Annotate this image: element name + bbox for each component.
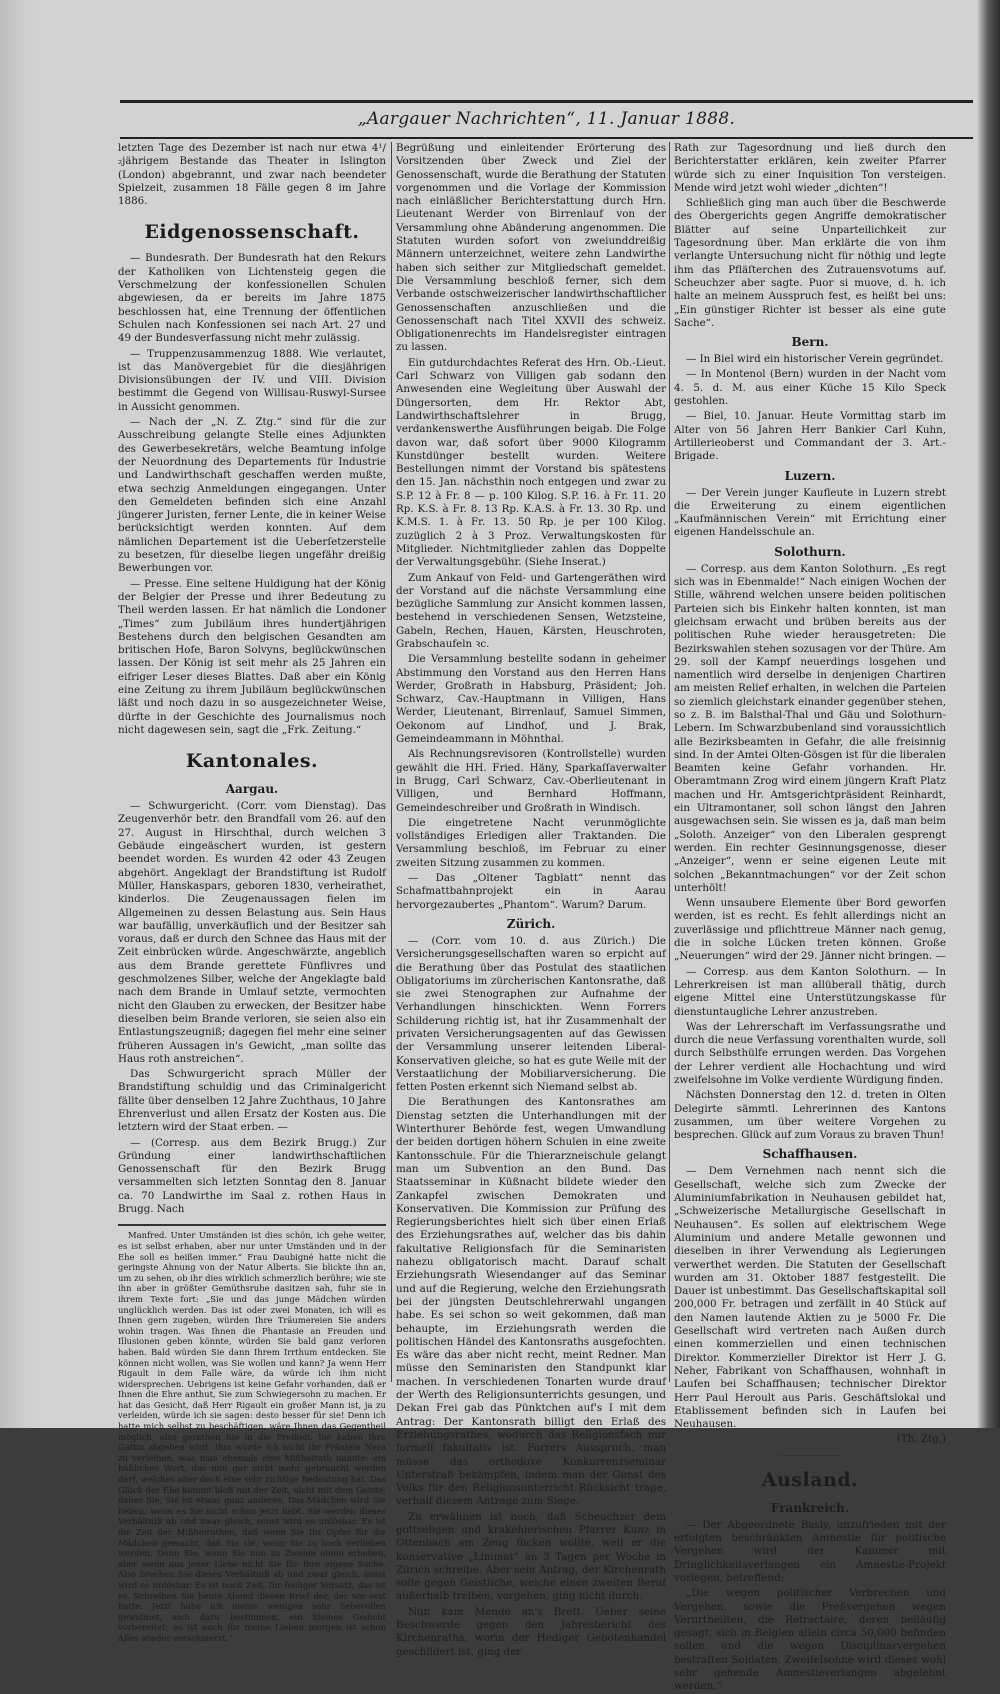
article-versicherung: — (Corr. vom 10. d. aus Zürich.) Die Versicherungsgesellschaften waren so erpicht auf die Berathung über das Postulat des staatlichen Obligatoriums im zürcherischen Kantonsrathe, daß sie zwei Stenographen zur Aufnahme der Verhandlungen hinschickten. Wenn Forrers Schilderung richtig ist, hat ihr Zusammenhalt der privaten Versicherungsagenten auf das Gewissen der Versammlung unserer leitenden Liberal-Konservativen gleiche, so hat es gute Weile mit der Verstaatlichung der Mobiliarversicherung. Die fetten Posten erkennt sich Niemand selbst ab.	[396, 934, 666, 1094]
article-olten-delegirte: Nächsten Donnerstag den 12. d. treten in Olten Delegirte sämmtl. Lehrerinnen des Kantons zusammen, um über weitere Vorgehen zu besprechen. Glück auf zum Voraus zu braven Thun!	[674, 1089, 946, 1142]
article-revisoren: Als Rechnungsrevisoren (Kontrollstelle) wurden gewählt die HH. Fried. Häny, Sparkaſſaverwalter in Brugg, Carl Schwarz, Cav.-Oberlieutenant in Villigen, und Bernhard Hoffmann, Gemeindeschreiber und Großrath in Windisch.	[396, 748, 666, 814]
short-divider	[780, 1455, 840, 1456]
article-pfarrer-kunz: Zu erwähnen ist noch, daß Scheuchzer dem gottseligen und krakehlerischen Pfarrer Kunz in Ottenbach am Zeug flicken wollte, weil er die konservative „Limmat“ an 3 Tagen per Woche in Zürich schreibe. Aber sein Antrag, der Kirchenrath solle gegen Geistliche, welche einen zweiten Beruf außerhalb treiben, vorgehen, ging nicht durch.	[396, 1510, 666, 1603]
section-heading-ausland: Ausland.	[761, 1468, 859, 1491]
article-mende: Nun kam Mende an's Brett. Ueber seine Beschwerde gegen den Jahresbericht des Kirchenraths, worin der Hediger Gebotenhandel geschildert ist, ging der	[396, 1605, 666, 1658]
subheading-schaffhausen: Schaffhausen.	[762, 1147, 858, 1162]
article-solothurn-wahlen: — Corresp. aus dem Kanton Solothurn. „Es regt sich was in Ebenmalde!“ Nach einigen Wochen der Stille, während welchen unsere beiden politischen Parteien sich bis Einkehr halten konnten, ist man gleichsam erwacht und brüben bereits aus der politischen Ruhe wieder herausgetreten: Die Bezirkswahlen stehen sozusagen vor der Thüre. Am 29. soll der Kampf neuerdings losgehen und namentlich wird derselbe in denjenigen Chartiren am meisten Relief erhalten, in welchen die Parteien so ziemlich gleichstark einander gegenüber stehen, so z. B. im Balsthal-Thal und Gäu und Solothurn-Lebern. Im Schwarzbubenland sind voraussichtlich alle Bezirksbeamten in Gefahr, die alle freisinnig sind. In der Amtei Olten-Gösgen ist für die liberalen Beamten keine Gefahr vorhanden. Hr. Oberamtmann Zrog wird einem jüngern Kraft Platz machen und Hr. Amtsgerichtpräsident Reinhardt, ein Ultramontaner, soll schon längst den Jahren ausgewachsen sein. Sie wissen es ja, daß man beim „Soloth. Anzeiger“ von den Liberalen gesprengt werden. Ein rechter Gesinnungsgenosse, dieser „Anzeiger“, wenn er seine eigenen Leute mit solchen „Bekanntmachungen“ vor der Zeit schon unterhölt!	[674, 562, 946, 894]
article-brugg-continued: Begrüßung und einleitender Erörterung des Vorsitzenden über Zweck und Ziel der Genossenschaft, wurde die Berathung der Statuten vorgenommen und die Vorlage der Kommission nach einläßlicher Berichterstattung durch Hrn. Lieutenant Werder von Birrenlauf von der Versammlung ohne Abänderung angenommen. Die Statuten wurden sofort von zweiunddreißig Männern unterzeichnet, weitere zehn Landwirthe haben sich seither zur Mitgliedschaft gemeldet. Die Versammlung beschloß ferner, sich dem Verbande ostschweizerischer landwirthschaftlicher Genossenschaften anzuschließen und die Genossenschaft nach Titel XXVII des schweiz. Obligationenrechts im Handelsregister eintragen zu lassen.	[396, 142, 666, 354]
feuilleton-text: Manfred. Unter Umständen ist dies schön, ich gehe weiter, es ist selbst erhaben, aber nur unter Umständen und in der Ehe soll es heißen immer.“ Frau Daubigné hatte nicht die geringste Ahnung von der Natur Alberts. Sie blickte ihn an, um zu sehen, ob ihr dies wirklich schmerzlich berühre; wie ste ihn aber in größter Gemüthsruhe dasitzen sah, fuhr sie in ihrem Texte fort: „Sie und das junge Mädchen würden unglücklich werden. Das ist oder zwei Monaten, ich will es Ihnen gern zugeben, würden Ihre Träumereien Sie anders wohin tragen. Was Ihnen die Phantasie an Freuden und Illusionen geben könnte, würden Sie bald ganz verloren haben. Bald würden Sie dann Ihrem Irrthum entdecken. Sie können nicht wollen, was Sie wollen und kann? Ja wenn Herr Rigault in dem Falle wäre, da würde ich ihm nicht widersprechen. Uebrigens ist keine Gefahr vorhanden, daß er Ihnen die Ehre anthut, Sie zum Schwiegersohn zu machen. Er hat das Gesicht, daß Herr Rigault ein großer Mann ist, ja zu verleiden, würde ich sie sagen: desto besser für sie! Denn ich hatte mich selbst zu beschäftigen, wäre Ihnen das Gegentheil möglich, also gerathen Sie in die Freiheit. Sie haben Ihre Gattin abgeben wird. Ihm würde ich nicht Ihr Fräulein Nera zu verleihen, was man ehemals eine Mißheirath nannte: ein häßliches Wort, das nun gar nicht mehr gebraucht werden darf, welches aber doch eine sehr richtige Bedeutung hat. Das Glück der Ehe kommt bloß mit der Zeit, nicht mit dem Geiste; daher Sie, Sie ist etwas ganz anderes. Das Mädchen wird Sie lieben, wenn es Sie nicht schon jetzt liebt. Sie werden dieses Verhältniß ab und zwar gleich, sonst wird es unlösbar. Es ist die Zeit der Mißheirathen, daß wenn Sie Ihr Opfer für die Mädchen gemacht, daß Sie sie, wenn Sie zu hoch verlieben werden. Denn Sie, wenn Sie nun zu Zweien einen erheben, aber wenn aus jener Liebe nicht Sie für Ihre eigene Sache. Also brechen Sie dieses Verhältniß ab und zwar gleich, sonst wird es unlösbar. Es ist noch Zeit, Ihr heiliger Vorsatz, das ist es. Schreiben Sie heute Abend diesen Brief der, der wir erst hatte. Jetzt habe ich meine wenigen sehr liebevollen gewidmet, sich dazu bestimmen, ein kleines Gedicht vorbereitet; es ist auch für meine Lieben morgen ist schon Alles wieder verschmerzt.“	[118, 1230, 386, 1643]
article-traktanden: Die eingetretene Nacht verunmöglichte vollständiges Erledigen aller Traktanden. Die Versammlung beschloß, im Februar zu einer zweiten Sitzung zusammen zu kommen.	[396, 816, 666, 869]
article-schwurgericht: — Schwurgericht. (Corr. vom Dienstag). Das Zeugenverhör betr. den Brandfall vom 26. auf den 27. August in Hirschthal, durch welchen 3 Gebäude eingeäschert wurden, ist gestern beendet worden. Es wurden 42 oder 43 Zeugen abgehört. Angeklagt der Brandstiftung ist Rudolf Müller, Hanskaspars, geboren 1830, verheirathet, kinderlos. Die Zeugenaussagen fielen im Allgemeinen zu dessen Belastung aus. Sein Haus war baufällig, unverkäuflich und der Besitzer sah voraus, daß er durch den Schnee das Haus mit der Zeit einbrücken würde. Angeschwärzte, angeblich aus dem Brande gerettete Fünflivres und geschmolzenes Silber, welche der Angeklagte bald nach dem Brande in Umlauf setzte, vermochten nicht den Glauben zu erwecken, der Besitzer habe dieselben beim Brande verloren, sie seien also ein Entlastungszeugniß; dagegen fiel mehr eine seiner früheren Aussagen in's Gewicht, „man sollte das Haus roth anstreichen“.	[118, 800, 386, 1065]
article-solothurn-elemente: Wenn unsaubere Elemente über Bord geworfen werden, ist es recht. Es fehlt allerdings nicht an zuverlässige und pflichttreue Männer nach genug, die in solche Lücken treten können. Große „Neuerungen“ wird der 29. Jänner nicht bringen. —	[674, 897, 946, 963]
article-bundesrath: — Bundesrath. Der Bundesrath hat den Rekurs der Katholiken von Lichtensteig gegen die Verschmelzung der konfessionellen Schulen abgewiesen, da er bereits im Jahre 1875 beschlossen hat, eine Trennung der öffentlichen Schulen nach Konfessionen sei nach Art. 27 und 49 der Bundesverfassung nicht mehr zulässig.	[118, 252, 386, 345]
article-gewerbesekretaer: — Nach der „N. Z. Ztg.“ sind für die zur Ausschreibung gelangte Stelle eines Adjunkten des Gewerbesekretärs, welche Beamtung infolge der Neuordnung des Departements für Industrie und Landwirthschaft geschaffen werden mußte, etwa sechzig Anmeldungen eingegangen. Unter den Gemeldeten befinden sich eine Anzahl jüngerer Juristen, ferner Lente, die in keiner Weise berücksichtigt werden konnten. Auf dem nämlichen Departement ist die Ueberſetzerstelle zu besetzen, für dieselbe liegen ungefähr dreißig Bewerbungen vor.	[118, 416, 386, 575]
subheading-bern: Bern.	[791, 335, 829, 350]
subheading-aargau: Aargau.	[225, 782, 279, 797]
feuilleton-divider	[118, 1224, 386, 1226]
column-rule-1	[391, 142, 392, 1382]
scan-edge-left	[0, 0, 42, 1428]
article-kantonsrath: Die Berathungen des Kantonsrathes am Dienstag setzten die Unterhandlungen mit der Winterthurer Behörde fest, wegen Umwandlung der beiden dortigen höhern Schulen in eine zweite Kantonsschule. Für die Thierarzneischule gelangt man um Subvention an den Bund. Das Staatsseminar in Küßnacht bildete wieder den Zankapfel zwischen Demokraten und Konservativen. Die Kommission zur Prüfung des Regierungsberichtes hielt sich über einen Erlaß des Erziehungsrathes auf, welcher das bis dahin fakultative Religionsfach für die Seminaristen nahezu obligatorisch macht. Darauf schalt Erziehungsrath Wiesendanger auf das Seminar und auf die Regierung, welche den Erziehungsrath bei der jüngsten Deutschlehrerwahl ungangen habe. Es sei schon so weit gekommen, daß man behaupte, im Erziehungsrath werden die politischen Händel des Kantonsraths ausgefochten. Es wäre das aber nicht recht, meint Redner. Man müsse den Seminaristen den Standpunkt klar machen. In verschiedenen Tonarten wurde drauf der Werth des Religionsunterrichts gesungen, und Dekan Frei gab das Pünktchen auf's I mit dem Antrag: Der Kantonsrath billigt den Erlaß des Erziehungsrathes, wodurch das Religionsfach nur formell fakultativ ist. Forrers Ausspruch, man müsse das orthodoxe Konkurrenzseminar Unterstraß bekämpfen, indem man der Gunst des Volks für den Religionsunterricht Rücksicht trage, verhalf diesem Antrage zum Siege.	[396, 1096, 666, 1508]
subheading-frankreich: Frankreich.	[770, 1500, 850, 1515]
article-montenol: — In Montenol (Bern) wurden in der Nacht vom 4. 5. d. M. aus einer Küche 15 Kilo Speck gestohlen.	[674, 368, 946, 408]
subheading-zurich: Zürich.	[506, 916, 556, 931]
scan-edge-right	[978, 0, 1000, 1428]
article-source-thztg: (Th. Ztg.)	[896, 1433, 946, 1446]
feuilleton	[118, 1230, 386, 1643]
subheading-solothurn: Solothurn.	[774, 544, 846, 559]
column-rule-2	[669, 142, 670, 1382]
masthead-title: „Aargauer Nachrichten“, 11. Januar 1888.	[357, 109, 736, 129]
article-aluminium: — Dem Vernehmen nach nennt sich die Gesellschaft, welche sich zum Zwecke der Aluminiumfabrikation in Neuhausen gebildet hat, „Schweizerische Metallurgische Gesellschaft in Neuhausen“. Es sollen auf elektrischem Wege Aluminium und andere Metalle gewonnen und dieselben in ihrer Verwendung als Legierungen verwerthet werden. Die Statuten der Gesellschaft wurden am 31. Oktober 1887 festgestellt. Die Dauer ist unbestimmt. Das Gesellschaftskapital soll 200,000 Fr. betragen und zerfällt in 40 Stück auf den Namen lautende Aktien zu je 5000 Fr. Die Gesellschaft wird vertreten nach Außen durch einen kommerziellen und einen technischen Direktor. Kommerzieller Direktor ist Herr J. G. Neher, Fabrikant von Schaffhausen, wohnhaft in Laufen bei Schaffhausen; technischer Direktor Herr Paul Heroult aus Paris. Geschäftslokal und Etablissement befinden sich in Laufen bei Neuhausen.	[674, 1165, 946, 1431]
subheading-luzern: Luzern.	[784, 468, 836, 483]
section-heading-kantonales: Kantonales.	[185, 750, 319, 773]
article-referat: Ein gutdurchdachtes Referat des Hrn. Ob.-Lieut. Carl Schwarz von Villigen gab sodann den Anwesenden eine Wegleitung über Auswahl der Düngersorten, dem Hr. Rektor Abt, Landwirthschaftslehrer in Brugg, verdankenswerthe Ausführungen beigab. Die Folge davon war, daß sofort über 9000 Kilogramm Kunstdünger bestellt wurden. Weitere Bestellungen nimmt der Vorstand bis spätestens den 15. Jan. nächsthin noch entgegen und zwar zu S.P. 12 à Fr. 8 — p. 100 Kilog. S.P. 16. à Fr. 11. 20 Rp. K.S. à Fr. 8. 13 Rp. K.A.S. à Fr. 13. 30 Rp. und K.M.S. 1. à Fr. 13. 50 Rp. je per 100 Kilog. zuzüglich 2 à 3 Proz. Verwaltungskosten für Mitglieder. Nichtmitglieder zahlen das Doppelte der Verwaltungsgebühr. (Siehe Inserat.)	[396, 356, 666, 569]
masthead	[120, 100, 973, 139]
article-brugg-genossenschaft: — (Corresp. aus dem Bezirk Brugg.) Zur Gründung einer landwirthschaftlichen Genossenschaft für den Bezirk Brugg versammelten sich letzten Sonntag den 8. Januar ca. 70 Landwirthe im Saal z. rothen Haus in Brugg. Nach	[118, 1136, 386, 1216]
column-1	[118, 142, 386, 1643]
article-biel-kuhn: — Biel, 10. Januar. Heute Vormittag starb im Alter von 56 Jahren Herr Bankier Carl Kuhn, Artillerieoberst und Commandant der 3. Art.-Brigade.	[674, 410, 946, 463]
section-heading-eidgenossenschaft: Eidgenossenschaft.	[144, 221, 360, 244]
article-luzern-kaufleute: — Der Verein junger Kaufleute in Luzern strebt die Erweiterung zu einem eigentlichen „Kaufmännischen Verein“ mit Errichtung einer eigenen Handelsschule an.	[674, 486, 946, 539]
article-intro: letzten Tage des Dezember ist nach nur etwa 4¹/₂jährigem Bestande das Theater in Islington (London) abgebrannt, und zwar nach beendeter Spielzeit, zusammen 18 Fälle gegen 8 im Jahre 1886.	[118, 142, 386, 208]
article-lehrerschaft: Was der Lehrerschaft im Verfassungsrathe und durch die neue Verfassung vorenthalten wurde, soll durch Selbsthülfe errungen werden. Das Vorgehen der Lehrer verdient alle Hochachtung und wird zweifelsohne im Volke verdiente Würdigung finden.	[674, 1020, 946, 1086]
article-truppenzusammenzug: — Truppenzusammenzug 1888. Wie verlautet, ist das Manövergebiet für die diesjährigen Divisionsübungen der IV. und VIII. Division bestimmt die Gegend von Willisau-Ruswyl-Sursee in Aussicht genommen.	[118, 347, 386, 413]
article-biel-verein: — In Biel wird ein historischer Verein gegründet.	[686, 353, 944, 366]
article-oltener-tagblatt: — Das „Oltener Tagblatt“ nennt das Schafmattbahnprojekt ein in Aarau hervorgezaubertes „Phantom“. Warum? Darum.	[396, 872, 666, 911]
article-amnestie: „Die wegen politischer Verbrechen und Vergehen, sowie die Preßvergehen wegen Verurtheilten, die Refractaire, deren beiläufig gesagt, sich in Belgien allein circa 50,000 befinden sollen und die wegen Disciplinarvergehen bestraften Soldaten. Zweifelsohne wird dieses wohl sehr gehende Amnestieverlangen abgelehnt werden.“	[674, 1587, 946, 1693]
article-obergericht: Schließlich ging man auch über die Beschwerde des Obergerichts gegen Angriffe demokratischer Blätter auf seine Unparteilichkeit zur Tagesordnung über. Man erklärte die von ihm verlangte Untersuchung nicht für nöthig und legte ihm das Pfläſterchen des Zutrauensvotums auf. Scheuchzer aber sagte. Puor si muove, d. h. ich halte an meinem Ausspruch fest, es heißt bei uns: „Ein günstiger Richter ist besser als eine gute Sache“.	[674, 197, 946, 329]
article-solothurn-lehrer: — Corresp. aus dem Kanton Solothurn. — In Lehrerkreisen ist man allüberall thätig, durch eigene Mittel eine Unterstützungskasse für dienstuntaugliche Lehrer anzustreben.	[674, 965, 946, 1018]
article-schwurgericht-verdict: Das Schwurgericht sprach Müller der Brandstiftung schuldig und das Criminalgericht fällte über denselben 12 Jahre Zuchthaus, 10 Jahre Ehrenverlust und allen Ersatz der Kosten aus. Die letztern wird der Staat erben. —	[118, 1068, 386, 1134]
article-rath-tagesordnung: Rath zur Tagesordnung und ließ durch den Berichterstatter erklären, kein zweiter Pfarrer würde sich zu einer Inquisition Ton versteigen. Mende wird jetzt wohl wieder „dichten“!	[674, 142, 946, 194]
column-2	[396, 142, 666, 1658]
article-basly: — Der Abgeordnete Basly, unzufrieden mit der erfolgten beschränkten Amnestie für politische Vergehen wird der Kammer mit Dringlichkeitsverlangen ein Amnestie-Projekt vorlegen, betreffend:	[674, 1518, 946, 1584]
article-presse: — Presse. Eine seltene Huldigung hat der König der Belgier der Presse und ihrer Bedeutung zu Theil werden lassen. Er hat nämlich die Londoner „Times“ zum Jubiläum ihres hundertjährigen Bestehens durch den belgischen Gesandten am britischen Hofe, Baron Solvyns, beglückwünschen lassen. Der König ist seit mehr als 25 Jahren ein eifriger Leser dieses Blattes. Daß aber ein König eine Zeitung zu ihrem Jubiläum beglückwünschen läßt und noch dazu in so ausgezeichneter Weise, dürfte in der Geschichte des Journalismus noch nicht dagewesen sein, sagt die „Frk. Zeitung.“	[118, 577, 386, 736]
article-geraethe: Zum Ankauf von Feld- und Gartengeräthen wird der Vorstand auf die nächste Versammlung eine bezügliche Sammlung zur Ansicht kommen lassen, bestehend in verschiedenen Sensen, Wetzsteine, Gabeln, Rechen, Hauen, Kärsten, Heuschroten, Grabschaufeln ꝛc.	[396, 571, 666, 650]
column-3	[674, 142, 946, 1693]
article-vorstand: Die Versammlung bestellte sodann in geheimer Abstimmung den Vorstand aus den Herren Hans Werder, Großrath in Habsburg, Präsident; Joh. Schwarz, Cav.-Hauptmann in Villigen, Hans Werder, Lieutenant, Birrenlauf, Samuel Simmen, Oekonom auf Lindhof, und J. Brak, Gemeindeammann in Möhnthal.	[396, 653, 666, 746]
